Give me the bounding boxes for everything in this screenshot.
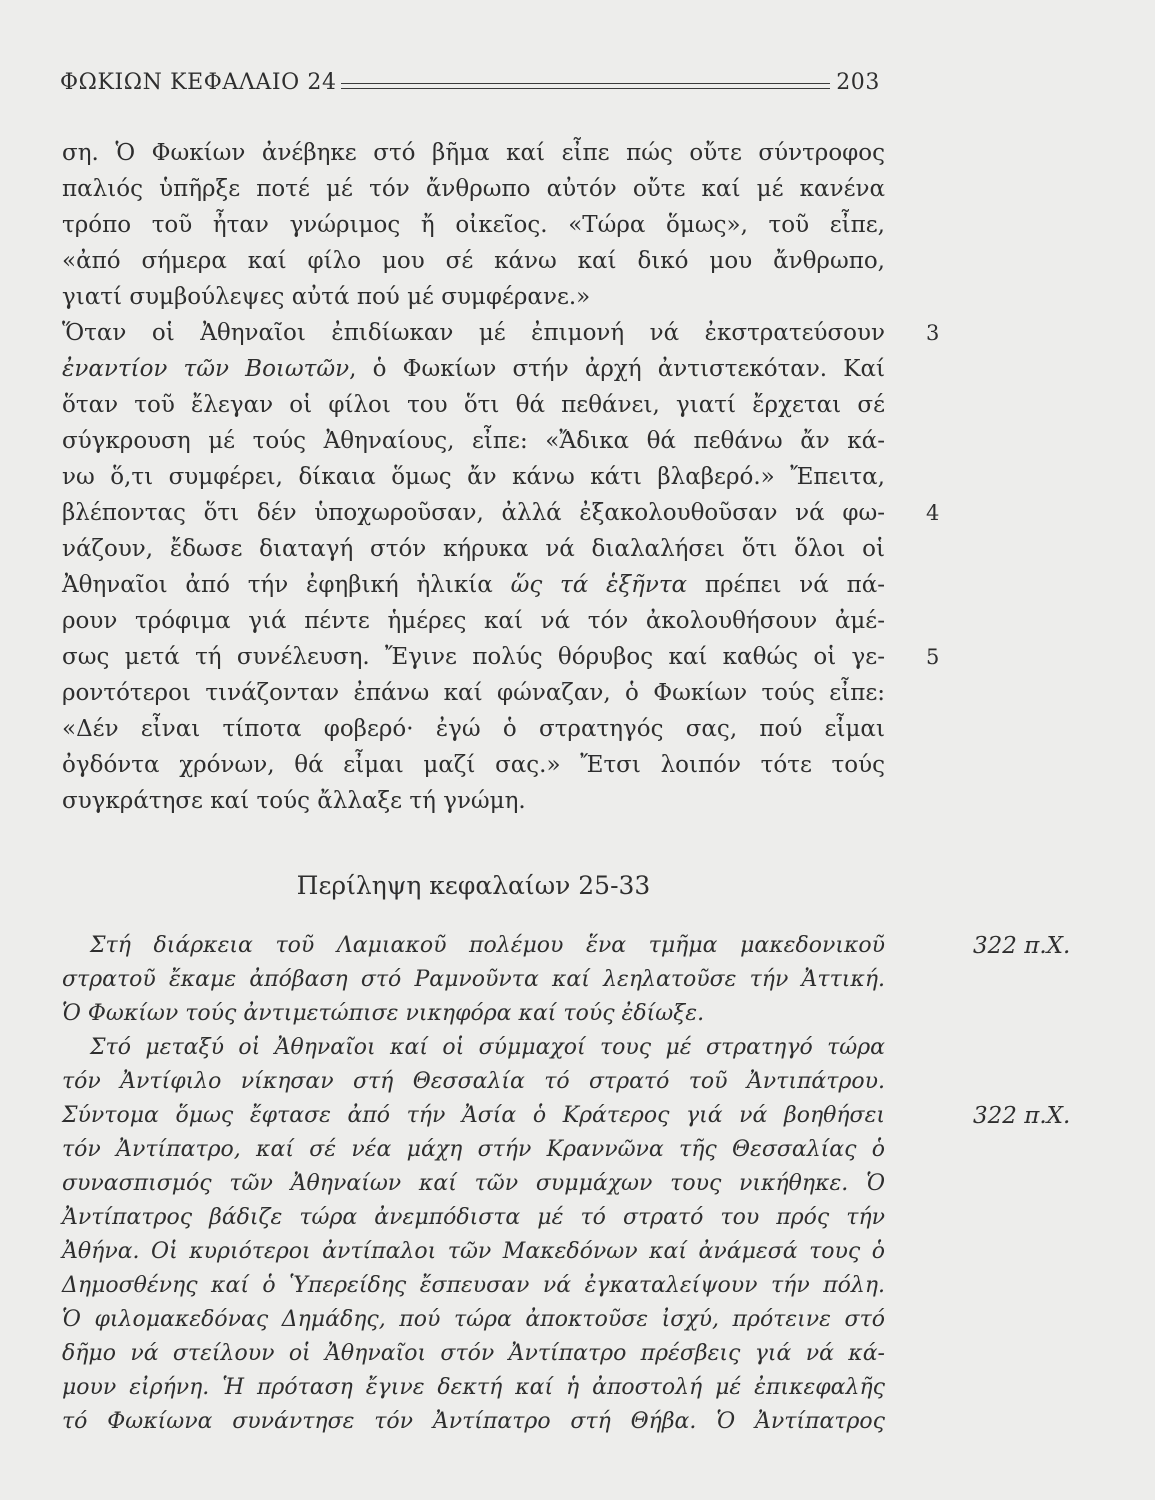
body-line: «ἀπό σήμερα καί φίλο μου σέ κάνω καί δικό μου ἄνθρωπο, [62, 248, 885, 274]
line-text: πρέπει νά πά- [704, 572, 886, 598]
summary-line: Ὁ φιλομακεδόνας Δημάδης, πού τώρα ἀποκτοῦσε ἰσχύ, πρότεινε στό [62, 1307, 885, 1332]
summary-line: Στή διάρκεια τοῦ Λαμιακοῦ πολέμου ἕνα τμῆμα μακεδονικοῦ [90, 933, 885, 958]
body-line: γιατί συμβούλεψες αὐτά πού μέ συμφέρανε.» [62, 284, 591, 310]
summary-line: δῆμο νά στείλουν οἱ Ἀθηναῖοι στόν Ἀντίπατρο πρέσβεις γιά νά κά- [62, 1341, 885, 1366]
body-line: παλιός ὑπῆρξε ποτέ μέ τόν ἄνθρωπο αὐτόν οὔτε καί μέ κανένα [62, 176, 885, 202]
body-line [62, 567, 885, 603]
page-number: 203 [836, 70, 880, 95]
summary-heading: Περίληψη κεφαλαίων 25-33 [296, 871, 651, 900]
body-line: ροντότεροι τινάζονταν ἐπάνω καί φώναζαν, ὁ Φωκίων τούς εἶπε: [62, 680, 885, 706]
summary-text [62, 929, 885, 1439]
header-rule [341, 83, 831, 89]
chapter-title: ΦΩΚΙΩΝ ΚΕΦΑΛΑΙΟ 24 [60, 70, 337, 95]
body-line: νάζουν, ἔδωσε διαταγή στόν κήρυκα νά διαλαλήσει ὅτι ὅλοι οἱ [62, 536, 885, 562]
summary-line: Στό μεταξύ οἱ Ἀθηναῖοι καί οἱ σύμμαχοί τους μέ στρατηγό τώρα [90, 1035, 885, 1060]
summary-line: Δημοσθένης καί ὁ Ὑπερείδης ἔσπευσαν νά ἐγκαταλείψουν τήν πόλη. [62, 1273, 885, 1298]
body-line: Ὅταν οἱ Ἀθηναῖοι ἐπιδίωκαν μέ ἐπιμονή νά ἐκστρατεύσουν [62, 320, 885, 346]
body-line: «Δέν εἶναι τίποτα φοβερό· ἐγώ ὁ στρατηγός σας, πού εἶμαι [62, 716, 885, 742]
date-note: 322 π.Χ. [973, 1103, 1071, 1129]
summary-line: συνασπισμός τῶν Ἀθηναίων καί τῶν συμμάχων τους νικήθηκε. Ὁ [62, 1171, 885, 1196]
body-line: ση. Ὁ Φωκίων ἀνέβηκε στό βῆμα καί εἶπε πώς οὔτε σύντροφος [62, 140, 885, 166]
summary-line: Ἀθήνα. Οἱ κυριότεροι ἀντίπαλοι τῶν Μακεδόνων καί ἀνάμεσά τους ὁ [62, 1239, 885, 1264]
body-line: βλέποντας ὅτι δέν ὑποχωροῦσαν, ἀλλά ἐξακολουθοῦσαν νά φω- [62, 500, 885, 526]
body-line: συγκράτησε καί τούς ἄλλαξε τή γνώμη. [62, 788, 526, 814]
running-head [60, 68, 880, 98]
section-number: 4 [926, 501, 940, 525]
summary-line: Σύντομα ὅμως ἔφτασε ἀπό τήν Ἀσία ὁ Κράτερος γιά νά βοηθήσει [62, 1103, 885, 1128]
body-line: νω ὅ,τι συμφέρει, δίκαια ὅμως ἄν κάνω κάτι βλαβερό.» Ἔπειτα, [62, 464, 885, 490]
body-line: σύγκρουση μέ τούς Ἀθηναίους, εἶπε: «Ἄδικα θά πεθάνω ἄν κά- [62, 428, 885, 454]
section-number: 3 [926, 321, 940, 345]
summary-line: μουν εἰρήνη. Ἡ πρόταση ἔγινε δεκτή καί ἡ ἀποστολή μέ ἐπικεφαλῆς [62, 1375, 885, 1400]
italic-phrase: ἐναντίον τῶν Βοιωτῶν [62, 356, 350, 382]
summary-line: στρατοῦ ἔκαμε ἀπόβαση στό Ραμνοῦντα καί λεηλατοῦσε τήν Ἀττική. [62, 967, 885, 992]
line-text: Ἀθηναῖοι ἀπό τήν ἐφηβική ἡλικία [62, 572, 493, 598]
body-line: ὀγδόντα χρόνων, θά εἶμαι μαζί σας.» Ἔτσι λοιπόν τότε τούς [62, 752, 885, 778]
summary-line: Ἀντίπατρος βάδιζε τώρα ἀνεμπόδιστα μέ τό στρατό του πρός τήν [62, 1205, 885, 1230]
summary-line: τό Φωκίωνα συνάντησε τόν Ἀντίπατρο στή Θήβα. Ὁ Ἀντίπατρος [62, 1409, 885, 1434]
summary-line: τόν Ἀντίφιλο νίκησαν στή Θεσσαλία τό στρατό τοῦ Ἀντιπάτρου. [62, 1069, 885, 1094]
body-line: ὅταν τοῦ ἔλεγαν οἱ φίλοι του ὅτι θά πεθάνει, γιατί ἔρχεται σέ [62, 392, 885, 418]
italic-phrase: ὥς τά ἑξῆντα [510, 572, 688, 598]
body-line [62, 351, 885, 387]
date-note: 322 π.Χ. [973, 933, 1071, 959]
section-number: 5 [926, 645, 940, 669]
body-line: σως μετά τή συνέλευση. Ἔγινε πολύς θόρυβος καί καθώς οἱ γε- [62, 644, 885, 670]
body-line: ρουν τρόφιμα γιά πέντε ἡμέρες καί νά τόν ἀκολουθήσουν ἀμέ- [62, 608, 885, 634]
main-text [62, 135, 885, 819]
body-line: τρόπο τοῦ ἦταν γνώριμος ἤ οἰκεῖος. «Τώρα ὅμως», τοῦ εἶπε, [62, 212, 885, 238]
summary-line: Ὁ Φωκίων τούς ἀντιμετώπισε νικηφόρα καί τούς ἐδίωξε. [62, 1001, 705, 1026]
summary-line: τόν Ἀντίπατρο, καί σέ νέα μάχη στήν Κραννῶνα τῆς Θεσσαλίας ὁ [62, 1137, 885, 1162]
line-text: , ὁ Φωκίων στήν ἀρχή ἀντιστεκόταν. Καί [349, 356, 885, 382]
